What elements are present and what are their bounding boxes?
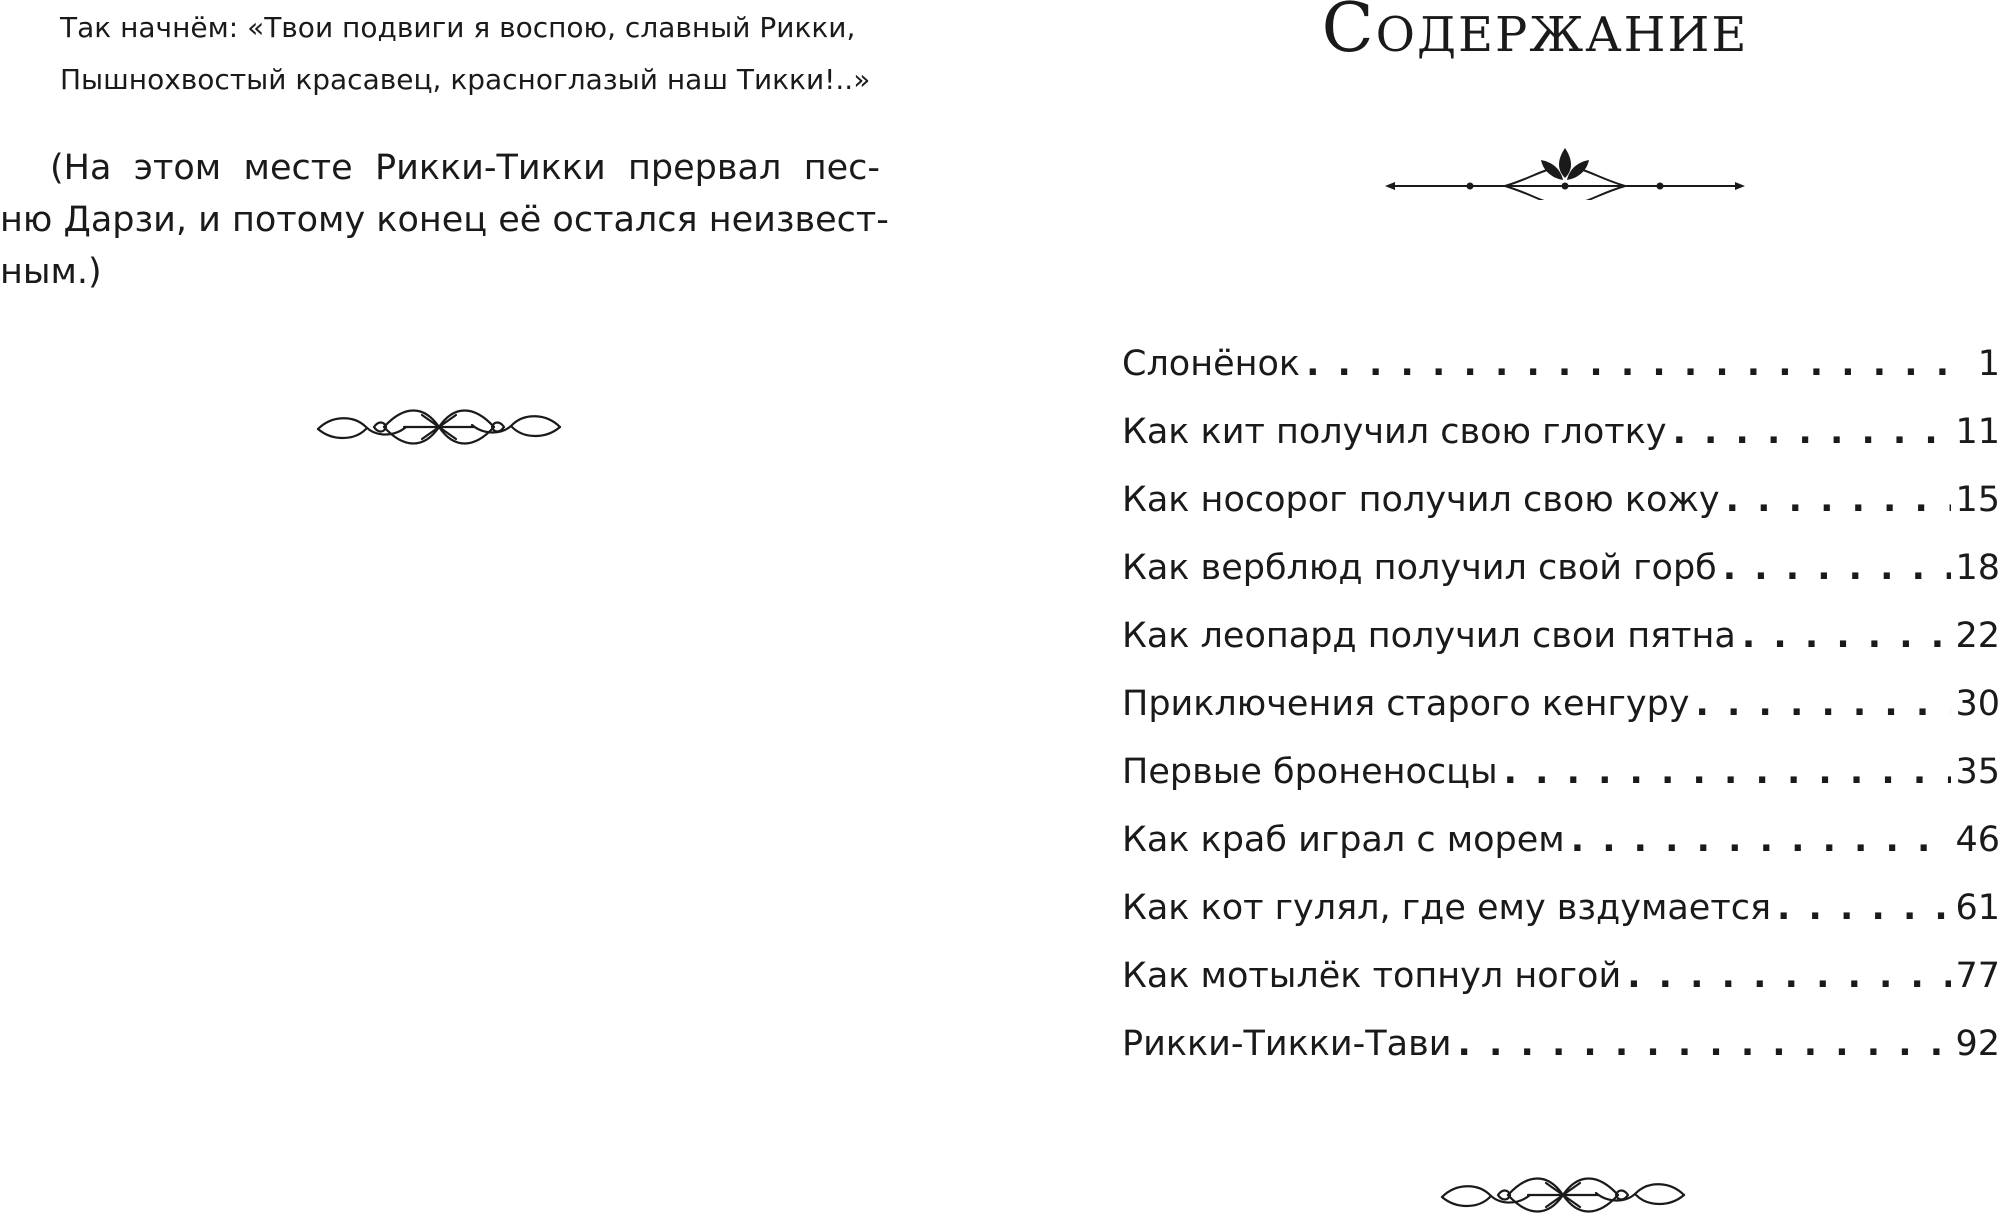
paragraph-line: ным.) [0, 252, 102, 292]
toc-entry-title: Как верблюд получил свой горб [1122, 548, 1717, 588]
toc-entry-page: 92 [1955, 1024, 2000, 1064]
toc-entry-title: Как кот гулял, где ему вздумается [1122, 888, 1772, 928]
dot-leader [1306, 330, 1956, 398]
verse-block [60, 0, 960, 106]
dot-leader [1777, 874, 1951, 942]
toc-entry[interactable] [1122, 670, 2000, 738]
toc-entry[interactable] [1122, 330, 2000, 398]
left-page [0, 0, 1000, 1222]
dot-leader [1742, 602, 1952, 670]
toc-entry[interactable] [1122, 1010, 2000, 1078]
toc-entry-page: 77 [1955, 956, 2000, 996]
toc-entry-title: Как леопард получил свои пятна [1122, 616, 1736, 656]
toc-entry-title: Как мотылёк топнул ногой [1122, 956, 1622, 996]
toc-entry-page: 18 [1955, 548, 2000, 588]
flourish-ornament-icon [314, 397, 564, 457]
toc-entry[interactable] [1122, 874, 2000, 942]
dot-leader [1458, 1010, 1952, 1078]
leaf-divider-icon [1385, 140, 1745, 200]
paragraph-line: ню Дарзи, и потому конец её остался неизвест- [0, 200, 889, 240]
dot-leader [1696, 670, 1952, 738]
toc-entry-page: 46 [1955, 820, 2000, 860]
toc-entry-title: Слонёнок [1122, 344, 1301, 384]
toc-list [1122, 330, 2000, 1078]
toc-entry-title: Приключения старого кенгуру [1122, 684, 1690, 724]
dot-leader [1571, 806, 1952, 874]
toc-entry[interactable] [1122, 806, 2000, 874]
paragraph-line: (На этом месте Рикки-Тикки прервал пес- [50, 148, 880, 188]
toc-entry-title: Рикки-Тикки-Тави [1122, 1024, 1452, 1064]
verse-line: Так начнём: «Твои подвиги я воспою, славный Рикки, [60, 11, 856, 44]
toc-entry[interactable] [1122, 942, 2000, 1010]
dot-leader [1673, 398, 1952, 466]
right-page [1000, 0, 2000, 1222]
toc-entry-page: 35 [1955, 752, 2000, 792]
dot-leader [1627, 942, 1951, 1010]
toc-entry-page: 30 [1955, 684, 2000, 724]
toc-entry-title: Как краб играл с морем [1122, 820, 1565, 860]
toc-entry[interactable] [1122, 602, 2000, 670]
closing-paragraph [0, 142, 889, 298]
toc-entry-title: Первые броненосцы [1122, 752, 1498, 792]
flourish-ornament-icon [1438, 1165, 1688, 1225]
toc-entry[interactable] [1122, 398, 2000, 466]
toc-entry-page: 15 [1955, 480, 2000, 520]
verse-line: Пышнохвостый красавец, красноглазый наш Тикки!..» [60, 63, 871, 96]
dot-leader [1726, 466, 1952, 534]
toc-entry[interactable] [1122, 534, 2000, 602]
toc-entry-page: 61 [1955, 888, 2000, 928]
dot-leader [1723, 534, 1952, 602]
dot-leader [1504, 738, 1952, 806]
toc-entry-page: 11 [1955, 412, 2000, 452]
toc-entry[interactable] [1122, 466, 2000, 534]
toc-entry-title: Как кит получил свою глотку [1122, 412, 1667, 452]
page-title: Содержание [1321, 0, 1749, 68]
toc-entry[interactable] [1122, 738, 2000, 806]
toc-entry-page: 22 [1955, 616, 2000, 656]
toc-entry-title: Как носорог получил свою кожу [1122, 480, 1720, 520]
toc-entry-page: 1 [1977, 344, 2000, 384]
